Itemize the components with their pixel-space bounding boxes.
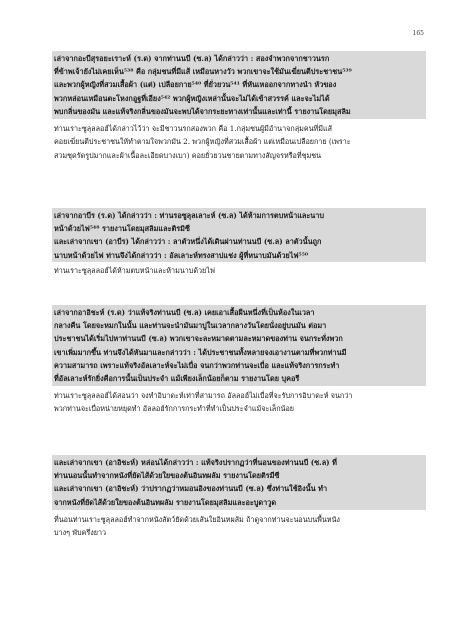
hadith-arabic-3	[54, 306, 424, 385]
text-line: ที่นอนท่านเราะซูลุลลอฮ์ทำจากหนังสัตว์ยัดด้วยเส้นใยอินทผลัม ถ้าดูจากท่านจะนอนบนพื้นหนัง	[54, 515, 340, 524]
text-line: เล่าจากอะบีสุรอยะเราะห์ (ร.ด) จากท่านนบี (ซ.ล) ได้กล่าวว่า : สองจำพวกจากชาวนรก	[54, 54, 330, 63]
text-line: กลางคืน โดยจะหมกในนั้น และท่านจะนำมันมาปูในเวลากลางวันโดยนั่งอยู่บนมัน ต่อมา	[54, 321, 327, 331]
text-line: หน้าด้วยไฟ⁵⁴⁸ รายงานโดยมุสลิมและติรมิซี	[54, 224, 190, 234]
text-line: ท่านนอนนั้นทำจากหนังที่ยัดไส้ด้วยใยของต้นอินทผลัม รายงานโดยติรมีซี	[54, 471, 280, 481]
text-line: ที่ข้าพเจ้ายังไม่เคยเห็น⁵³⁸ คือ กลุ่มชนที่มีแส้ เหมือนหางวัว พวกเขาจะใช้มันเฆี่ยนตีประชาชน⁵³⁹	[54, 67, 352, 77]
text-line: ท่านเราะซูลุลลอฮ์ได้กล่าวไว้ว่า จะมีชาวนรกสองพวก คือ 1.กลุ่มชนผู้มีอำนาจกลุ่มคนที่มีแส้	[54, 124, 333, 133]
hadith-arabic-1	[54, 52, 424, 118]
text-line: คอยเฆี่ยนตีประชาชนให้ทำตามใจพวกมัน 2. พวกผู้หญิงที่สวมเสื้อผ้า แต่เหมือนเปลือยกาย (เพราะ	[54, 137, 351, 147]
text-line: และพวกผู้หญิงที่สวมเสื้อผ้า (แต่) เปลือยกาย⁵⁴⁰ ที่ยั่วยวน⁵⁴¹ ที่หันเหออกจากทางนำ หัวของ	[54, 80, 337, 90]
hadith-arabic-4	[54, 456, 424, 509]
text-line: ประชาชนได้เริ่มไปหาท่านนบี (ซ.ล) พวกเขาจะละหมาดตามละหมาดของท่าน จนกระทั่งพวก	[54, 334, 343, 344]
text-line: พวกท่านจะเบื่อหน่ายหยุดทำ อัลลอฮ์รักการกระทำที่ทำเป็นประจำแม้จะเล็กน้อย	[54, 404, 295, 414]
text-line: พวกหล่อนเหมือนตะโหงกอูฐที่เอียง⁵⁴² พวกผู้หญิงเหล่านั้นจะไม่ได้เข้าสวรรค์ และจะไม่ได้	[54, 93, 330, 103]
text-line: สวมชุดรัดรูปมากและผ้าเนื้อละเอียดบางเบา) คอยยั่วยวนชายตามทางสัญจรหรือที่ชุมชน	[54, 150, 322, 160]
text-line: และเล่าจากเขา (อาอิชะห์) หล่อนได้กล่าวว่า : แท้จริงปรากฏว่าที่นอนของท่านนบี (ซ.ล) ที่	[54, 458, 337, 467]
hadith-translation-1	[54, 122, 426, 162]
text-line: ท่านเราะซูลุลลอฮ์ได้ห้ามตบหน้าและห้ามนาบด้วยไฟ	[54, 266, 215, 275]
text-line: ที่อัลเลาะห์รักยิ่งคือการนั้นเป็นประจำ แม้เพียงเล็กน้อยก็ตาม รายงานโดย บุคอรี	[54, 373, 300, 383]
hadith-translation-2	[54, 264, 426, 277]
text-line: นาบหน้าด้วยไฟ ท่านจึงได้กล่าวว่า : อัลเลาะห์ทรงสาปแช่ง ผู้ที่หนาบมันด้วยไฟ⁵⁵⁰	[54, 250, 309, 260]
text-line: บางๆ พับครึ่งยาว	[54, 528, 107, 538]
hadith-translation-3	[54, 389, 426, 416]
text-line: พบกลิ่นของมัน และแท้จริงกลิ่นของมันจะพบได้จากระยะทางเท่านั้นและเท่านี้ รายงานโดยมุสลิม	[54, 106, 351, 116]
text-line: และเล่าจากเขา (อาอิชะห์) ว่าปรากฏว่าหมอนอิงของท่านนบี (ซ.ล) ซึ่งท่านใช้อิงนั้น ทำ	[54, 484, 328, 494]
text-line: เขาเพิ่มมากขึ้น ท่านจึงได้หันมาและกล่าวว่า : ได้ประชาชนทั้งหลายจงเอางานตามที่พวกท่านมี	[54, 347, 347, 357]
hadith-arabic-2	[54, 209, 424, 262]
text-line: ความสามารถ เพราะแท้จริงอัลเลาะห์จะไม่เบื่อ จนกว่าพวกท่านจะเบื่อ และแท้จริงการกระทำ	[54, 360, 340, 370]
text-line: ท่านเราะซูลุลลอฮ์ได้สอนว่า จงทำอิบาดะห์เท่าที่สามารถ อัลลอฮ์ไม่เบื่อที่จะรับการอิบาดะห์ จนกว่า	[54, 391, 353, 400]
hadith-translation-4	[54, 513, 426, 540]
text-line: เล่าจากอาอิชะห์ (ร.ด) ว่าแท้จริงท่านนบี (ซ.ล) เคยเอาเสื้อผืนหนึ่งที่เป็นห้องในเวลา	[54, 308, 315, 317]
page-number: 165	[412, 30, 424, 37]
text-line: เล่าจากอาบีร (ร.ด) ได้กล่าวว่า : ท่านรอซูลุลเลาะห์ (ซ.ล) ได้ห้ามการตบหน้าและนาบ	[54, 211, 325, 220]
text-line: จากหนังที่ยัดไส้ด้วยใยของต้นอินทผลัม รายงานโดยมุสลิมและอะบูดาวูด	[54, 497, 277, 507]
text-line: และเล่าจากเขา (อาบีร) ได้กล่าวว่า : ลาตัวหนึ่งได้เดินผ่านท่านนบี (ซ.ล) ลาตัวนั้นถูก	[54, 237, 322, 247]
